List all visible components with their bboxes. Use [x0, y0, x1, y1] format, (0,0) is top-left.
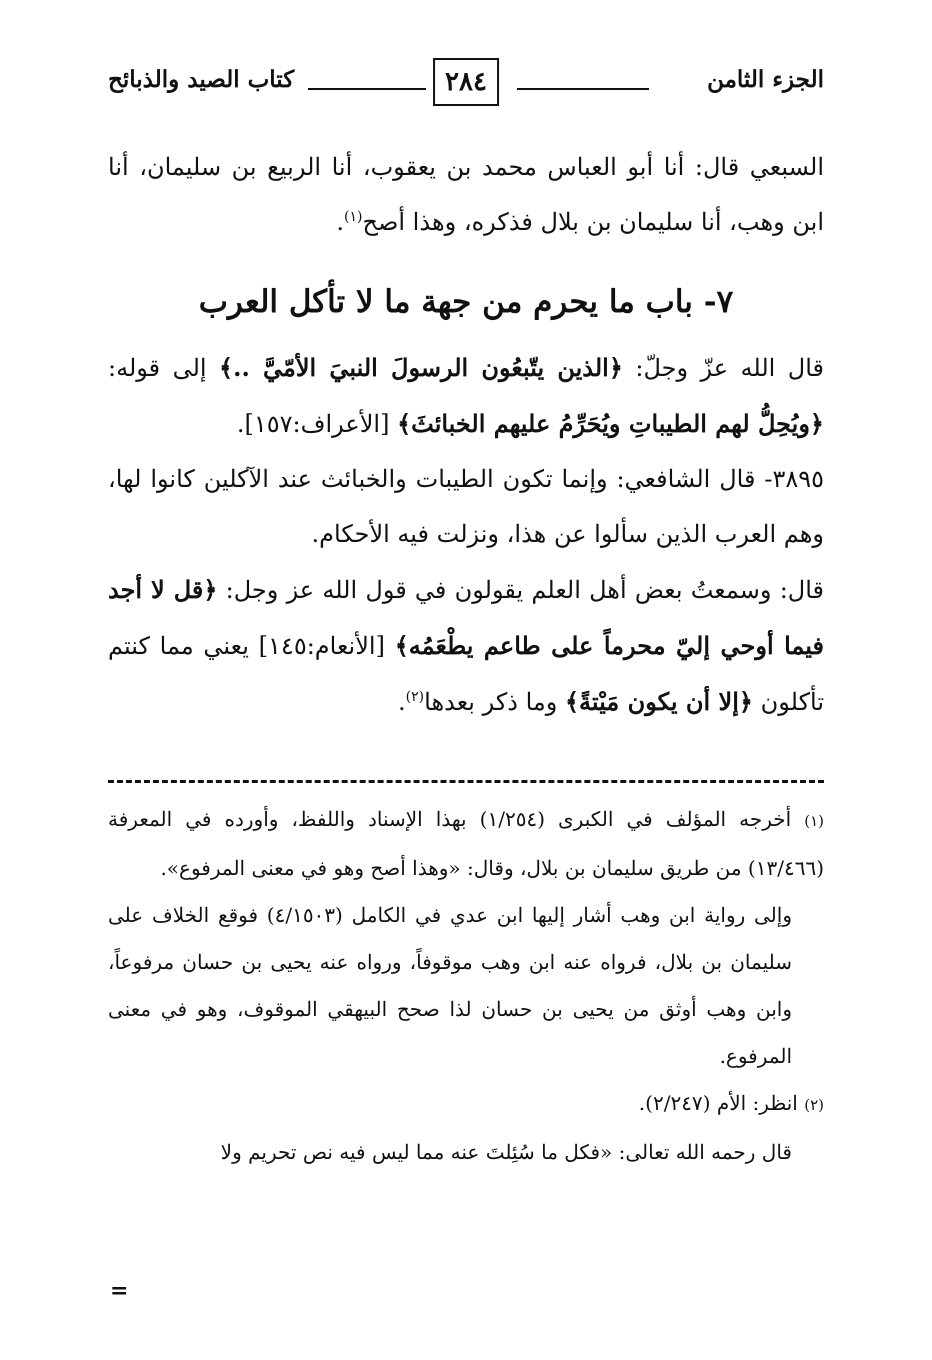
volume-title: الجزء الثامن: [707, 66, 824, 93]
footnote-ref-2: (٢): [405, 689, 425, 705]
page-number: ٢٨٤: [433, 58, 499, 106]
quran-quote-3: ﴿قل لا أجد فيما أوحي إليّ محرماً على طاعم يطْعَمُه﴾: [108, 575, 824, 660]
section-heading: ٧- باب ما يحرم من جهة ما لا تأكل العرب: [198, 284, 734, 320]
footnote-2-continued: قال رحمه الله تعالى: «فكل ما سُئِلتَ عنه مما ليس فيه نص تحريم ولا: [220, 1140, 792, 1164]
quran-quote-1: ﴿الذين يتّبعُون الرسولَ النبيَ الأمّيَّ ..﴾: [219, 353, 623, 382]
header-rule-right: [517, 88, 649, 90]
chapter-title: كتاب الصيد والذبائح: [108, 66, 295, 93]
footnotes: [108, 796, 824, 1176]
quran-quote-2: ﴿ويُحِلُّ لهم الطيباتِ ويُحَرِّمُ عليهم الخبائثَ﴾: [397, 409, 824, 438]
quran-quote-4: ﴿إلا أن يكون مَيْتةً﴾: [564, 687, 753, 716]
paragraph-4: قال: وسمعتُ بعض أهل العلم يقولون في قول الله عز وجل: ﴿قل لا أجد فيما أوحي إليّ محرماً على طاعم يطْعَمُه﴾ [الأنعام:١٤٥] يعني مما كنتم تأكلون ﴿إلا أن يكون مَيْتةً﴾ وما ذكر بعدها$^{(٢)}$.: [108, 575, 824, 716]
footnote-divider: [108, 780, 824, 783]
footnote-ref-1: (١): [344, 209, 363, 225]
paragraph-3: ٣٨٩٥- قال الشافعي: وإنما تكون الطيبات والخبائث عند الآكلين كانوا لها، وهم العرب الذين سألوا عن هذا، ونزلت فيه الأحكام.: [108, 465, 824, 548]
continuation-mark: =: [110, 1278, 129, 1304]
header-rule-left: [308, 88, 426, 90]
footnote-1-continued: وإلى رواية ابن وهب أشار إليها ابن عدي في الكامل (٤/١٥٠٣) فوقع الخلاف على سليمان بن بلال، فرواه عنه ابن وهب موقوفاً، ورواه عنه يحيى بن حسان مرفوعاً، وابن وهب أوثق من يحيى بن حسان لذا صحح البيهقي الموقوف، وهو في معنى المرفوع.: [108, 903, 792, 1068]
main-text: [108, 140, 824, 730]
running-header: [108, 52, 824, 116]
footnote-1: (١) أخرجه المؤلف في الكبرى (١/٢٥٤) بهذا الإسناد واللفظ، وأورده في المعرفة (١٣/٤٦٦) من طريق سليمان بن بلال، وقال: «وهذا أصح وهو في معنى المرفوع».: [108, 807, 825, 880]
footnote-2: (٢) انظر: الأم (٢/٢٤٧).: [638, 1091, 824, 1115]
paragraph-2: قال الله عزّ وجلّ: ﴿الذين يتّبعُون الرسولَ النبيَ الأمّيَّ ..﴾ إلى قوله: ﴿ويُحِلُّ لهم الطيباتِ ويُحَرِّمُ عليهم الخبائثَ﴾ [الأعراف:١٥٧].: [108, 353, 824, 438]
paragraph-1: السبعي قال: أنا أبو العباس محمد بن يعقوب، أنا الربيع بن سليمان، أنا ابن وهب، أنا سليمان بن بلال فذكره، وهذا أصح$^{(١)}$.: [108, 153, 824, 236]
